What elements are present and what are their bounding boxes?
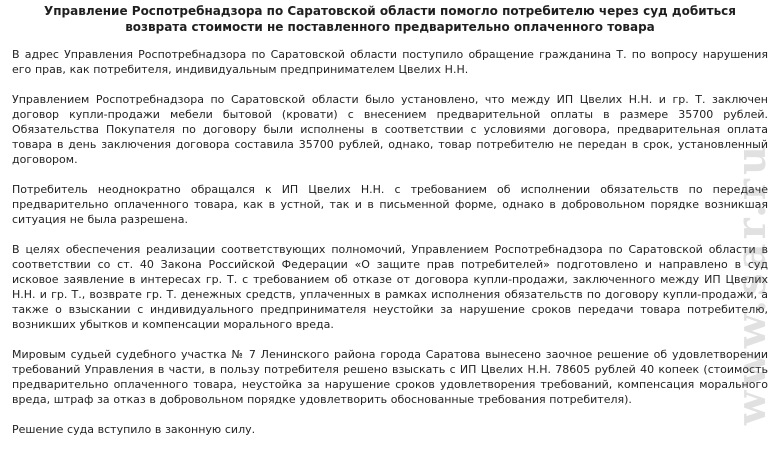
article-paragraph-3: Потребитель неоднократно обращался к ИП Цвелих Н.Н. с требованием об исполнении обязательств по передаче предварительно оплаченного товара, как в устной, так и в письменной форме, однако в добровольном порядке возникшая ситуация не была разрешена.	[12, 183, 768, 226]
watermark-text: www.sar.ru	[728, 141, 776, 425]
news-article	[12, 0, 768, 437]
article-paragraph-5: Мировым судьей судебного участка № 7 Ленинского района города Саратова вынесено заочное решение об удовлетворении требований Управления в части, в пользу потребителя решено взыскать с ИП Цвелих Н.Н. 78605 рублей 40 копеек (стоимость предварительно оплаченного товара, неустойка за нарушение сроков удовлетворения требований, компенсация морального вреда, штраф за отказ в добровольном порядке удовлетворить обоснованные требования потребителя).	[12, 348, 768, 406]
article-paragraph-2: Управлением Роспотребнадзора по Саратовской области было установлено, что между ИП Цвелих Н.Н. и гр. Т. заключен договор купли-продажи мебели бытовой (кровати) с внесением предварительной оплаты в размере 35700 рублей. Обязательства Покупателя по договору были исполнены в соответствии с условиями договора, предварительная оплата товара в день заключения договора составила 35700 рублей, однако, товар потребителю не передан в срок, установленный договором.	[12, 93, 768, 166]
article-paragraph-4: В целях обеспечения реализации соответствующих полномочий, Управлением Роспотребнадзора по Саратовской области в соответствии со ст. 40 Закона Российской Федерации «О защите прав потребителей» подготовлено и направлено в суд исковое заявление в интересах гр. Т. с требованием об отказе от договора купли-продажи, заключенного между ИП Цвелих Н.Н. и гр. Т., возврате гр. Т. денежных средств, уплаченных в рамках исполнения обязательств по договору купли-продажи, а также о взыскании с индивидуального предпринимателя неустойки за нарушение сроков передачи товара потребителю, возникших убытков и компенсации морального вреда.	[12, 243, 768, 331]
article-title: Управление Роспотребнадзора по Саратовской области помогло потребителю через суд добиться возврата стоимости не поставленного предварительно оплаченного товара	[44, 4, 736, 34]
article-paragraph-1: В адрес Управления Роспотребнадзора по Саратовской области поступило обращение гражданина Т. по вопросу нарушения его прав, как потребителя, индивидуальным предпринимателем Цвелих Н.Н.	[12, 48, 768, 76]
article-paragraph-6: Решение суда вступило в законную силу.	[12, 423, 256, 436]
